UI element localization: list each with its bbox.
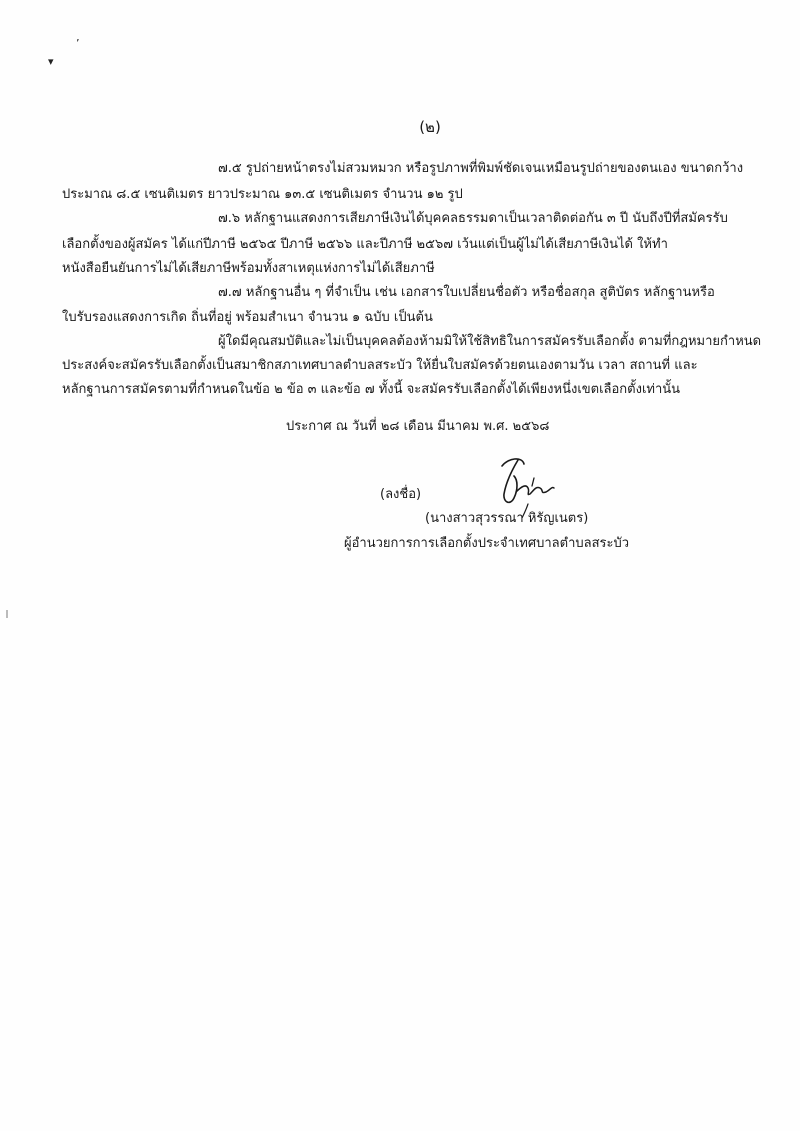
closing-paragraph-line: ผู้ใดมีคุณสมบัติและไม่เป็นบุคคลต้องห้ามมิให้ใช้สิทธิในการสมัครรับเลือกตั้ง ตามที่กฎหมายกำหนด xyxy=(218,334,762,349)
scan-margin-mark xyxy=(6,610,8,618)
announcement-date: ประกาศ ณ วันที่ ๒๘ เดือน มีนาคม พ.ศ. ๒๕๖๘ xyxy=(286,419,550,434)
handwritten-signature xyxy=(488,456,558,518)
scan-speck: ▾ xyxy=(48,55,54,68)
item-7-5-line: ๗.๕ รูปถ่ายหน้าตรงไม่สวมหมวก หรือรูปภาพที่พิมพ์ชัดเจนเหมือนรูปถ่ายของตนเอง ขนาดกว้าง xyxy=(218,161,744,176)
item-7-7-line: ๗.๗ หลักฐานอื่น ๆ ที่จำเป็น เช่น เอกสารใบเปลี่ยนชื่อตัว หรือชื่อสกุล สูติบัตร หลักฐานหรือ xyxy=(218,285,715,300)
signer-name: (นางสาวสุวรรณา หิรัญเนตร) xyxy=(425,511,589,526)
scan-speck: ʼ xyxy=(76,37,80,50)
item-7-7-line: ใบรับรองแสดงการเกิด ถิ่นที่อยู่ พร้อมสำเนา จำนวน ๑ ฉบับ เป็นต้น xyxy=(62,310,433,325)
closing-paragraph-line: หลักฐานการสมัครตามที่กำหนดในข้อ ๒ ข้อ ๓ และข้อ ๗ ทั้งนี้ จะสมัครรับเลือกตั้งได้เพียงหนึ่งเขตเลือกตั้งเท่านั้น xyxy=(62,382,681,397)
item-7-5-line: ประมาณ ๘.๕ เซนติเมตร ยาวประมาณ ๑๓.๕ เซนติเมตร จำนวน ๑๒ รูป xyxy=(62,187,463,202)
signer-position: ผู้อำนวยการการเลือกตั้งประจำเทศบาลตำบลสระบัว xyxy=(344,536,630,551)
sign-label: (ลงชื่อ) xyxy=(380,487,422,502)
page-number: (๒) xyxy=(419,118,441,136)
item-7-6-line: หนังสือยืนยันการไม่ได้เสียภาษีพร้อมทั้งสาเหตุแห่งการไม่ได้เสียภาษี xyxy=(62,261,435,276)
item-7-6-line: ๗.๖ หลักฐานแสดงการเสียภาษีเงินได้บุคคลธรรมดาเป็นเวลาติดต่อกัน ๓ ปี นับถึงปีที่สมัครรับ xyxy=(218,211,728,226)
item-7-6-line: เลือกตั้งของผู้สมัคร ได้แก่ปีภาษี ๒๕๖๕ ปีภาษี ๒๕๖๖ และปีภาษี ๒๕๖๗ เว้นแต่เป็นผู้ไม่ได้เสียภาษีเงินได้ ให้ทำ xyxy=(62,237,668,252)
closing-paragraph-line: ประสงค์จะสมัครรับเลือกตั้งเป็นสมาชิกสภาเทศบาลตำบลสระบัว ให้ยื่นใบสมัครด้วยตนเองตามวัน เวลา สถานที่ และ xyxy=(62,358,698,373)
